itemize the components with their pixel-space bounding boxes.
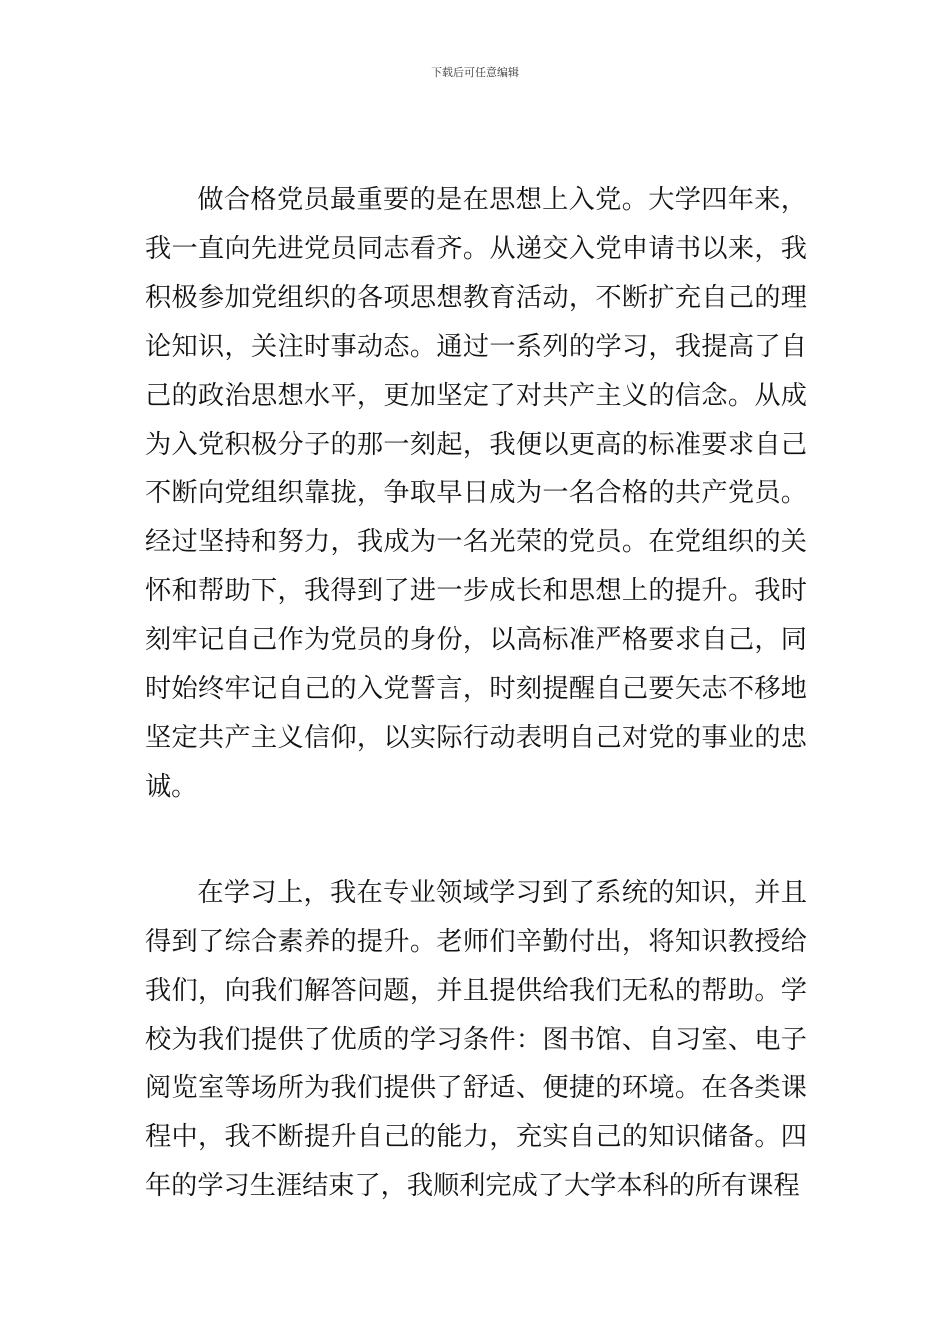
paragraph-party-membership: 做合格党员最重要的是在思想上入党。大学四年来，我一直向先进党员同志看齐。从递交入党申请书以来，我积极参加党组织的各项思想教育活动，不断扩充自己的理论知识，关注时事动态。通过一系列的学习，我提高了自己的政治思想水平，更加坚定了对共产主义的信念。从成为入党积极分子的那一刻起，我便以更高的标准要求自己不断向党组织靠拢，争取早日成为一名合格的共产党员。经过坚持和努力，我成为一名光荣的党员。在党组织的关怀和帮助下，我得到了进一步成长和思想上的提升。我时刻牢记自己作为党员的身份，以高标准严格要求自己，同时始终牢记自己的入党誓言，时刻提醒自己要矢志不移地坚定共产主义信仰，以实际行动表明自己对党的事业的忠诚。 — [145, 185, 807, 802]
document-body — [145, 176, 807, 1211]
page-header: 下载后可任意编辑 — [431, 66, 519, 79]
paragraph-study: 在学习上，我在专业领域学习到了系统的知识，并且得到了综合素养的提升。老师们辛勤付出，将知识教授给我们，向我们解答问题，并且提供给我们无私的帮助。学校为我们提供了优质的学习条件：图书馆、自习室、电子阅览室等场所为我们提供了舒适、便捷的环境。在各类课程中，我不断提升自己的能力，充实自己的知识储备。四年的学习生涯结束了，我顺利完成了大学本科的所有课程 — [145, 877, 807, 1202]
